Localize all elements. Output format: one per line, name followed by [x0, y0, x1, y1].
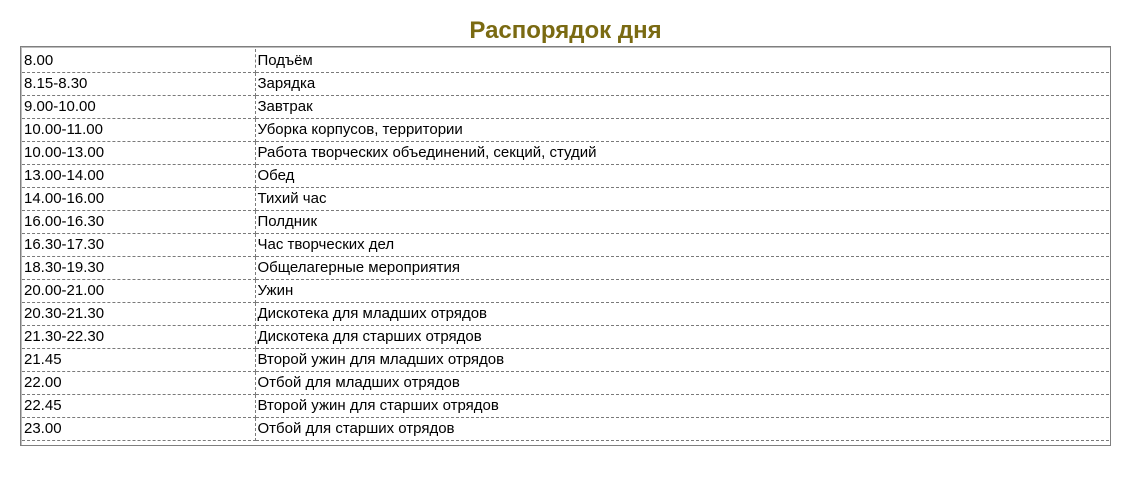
- page-title: Распорядок дня: [469, 17, 662, 44]
- schedule-event-cell: Тихий час: [255, 187, 1109, 210]
- schedule-time-cell: 16.30-17.30: [22, 233, 255, 256]
- schedule-time-cell: 22.00: [22, 371, 255, 394]
- schedule-event-cell: Второй ужин для младших отрядов: [255, 348, 1109, 371]
- table-row: [22, 49, 1109, 72]
- schedule-event-cell: Дискотека для старших отрядов: [255, 325, 1109, 348]
- schedule-event-cell: Зарядка: [255, 72, 1109, 95]
- schedule-time-cell: 14.00-16.00: [22, 187, 255, 210]
- table-row: [22, 233, 1109, 256]
- schedule-time-cell: 18.30-19.30: [22, 256, 255, 279]
- schedule-time-cell: 10.00-11.00: [22, 118, 255, 141]
- table-row: [22, 95, 1109, 118]
- schedule-event-cell: Уборка корпусов, территории: [255, 118, 1109, 141]
- schedule-event-cell: Второй ужин для старших отрядов: [255, 394, 1109, 417]
- schedule-event-cell: Полдник: [255, 210, 1109, 233]
- table-row: [22, 371, 1109, 394]
- schedule-event-cell: Отбой для младших отрядов: [255, 371, 1109, 394]
- table-row: [22, 417, 1109, 440]
- schedule-time-cell: 10.00-13.00: [22, 141, 255, 164]
- schedule-event-cell: Час творческих дел: [255, 233, 1109, 256]
- schedule-table-body: [22, 49, 1109, 440]
- schedule-time-cell: 9.00-10.00: [22, 95, 255, 118]
- schedule-event-cell: Дискотека для младших отрядов: [255, 302, 1109, 325]
- schedule-event-cell: Общелагерные мероприятия: [255, 256, 1109, 279]
- table-row: [22, 72, 1109, 95]
- table-row: [22, 279, 1109, 302]
- schedule-event-cell: Обед: [255, 164, 1109, 187]
- table-row: [22, 164, 1109, 187]
- schedule-event-cell: Завтрак: [255, 95, 1109, 118]
- schedule-time-cell: 21.30-22.30: [22, 325, 255, 348]
- schedule-time-cell: 21.45: [22, 348, 255, 371]
- schedule-time-cell: 16.00-16.30: [22, 210, 255, 233]
- table-row: [22, 141, 1109, 164]
- schedule-time-cell: 8.15-8.30: [22, 72, 255, 95]
- schedule-table: [22, 49, 1109, 441]
- table-row: [22, 394, 1109, 417]
- table-row: [22, 118, 1109, 141]
- table-row: [22, 187, 1109, 210]
- schedule-time-cell: 22.45: [22, 394, 255, 417]
- schedule-event-cell: Подъём: [255, 49, 1109, 72]
- schedule-time-cell: 20.00-21.00: [22, 279, 255, 302]
- schedule-time-cell: 20.30-21.30: [22, 302, 255, 325]
- table-row: [22, 325, 1109, 348]
- table-row: [22, 256, 1109, 279]
- schedule-time-cell: 13.00-14.00: [22, 164, 255, 187]
- table-row: [22, 210, 1109, 233]
- schedule-time-cell: 8.00: [22, 49, 255, 72]
- schedule-event-cell: Отбой для старших отрядов: [255, 417, 1109, 440]
- schedule-event-cell: Работа творческих объединений, секций, студий: [255, 141, 1109, 164]
- table-row: [22, 348, 1109, 371]
- schedule-time-cell: 23.00: [22, 417, 255, 440]
- schedule-table-frame: [20, 46, 1111, 446]
- table-row: [22, 302, 1109, 325]
- schedule-event-cell: Ужин: [255, 279, 1109, 302]
